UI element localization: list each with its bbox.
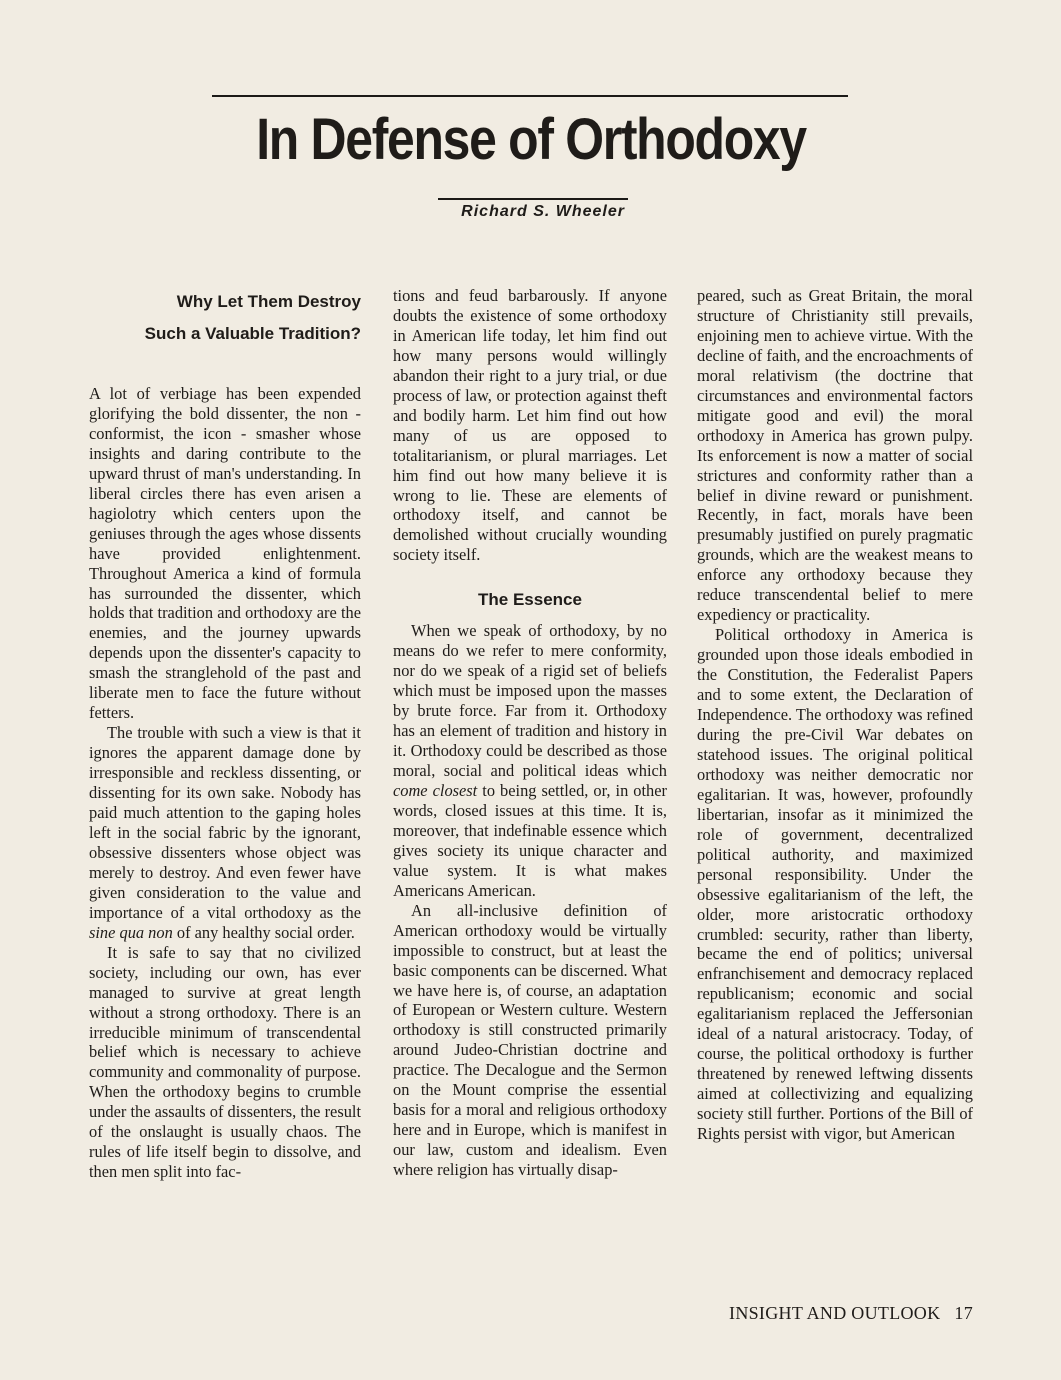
italic-phrase: sine qua non <box>89 922 173 942</box>
page-number: 17 <box>954 1303 973 1323</box>
page-footer <box>700 1303 973 1324</box>
paragraph-text: When we speak of orthodoxy, by no means do we refer to mere conformity, nor do we speak of a rigid set of beliefs which must be imposed upon the masses by brute force. Far from it. Orthodoxy has an element of tradition and history in it. Orthodoxy could be described as those moral, social and political ideas which <box>393 621 667 781</box>
paragraph-text: of any healthy social order. <box>176 922 355 942</box>
paragraph: peared, such as Great Britain, the moral structure of Christianity still prevails, enjoining men to achieve virtue. With the decline of faith, and the encroachments of moral relativism (the doctrine that circumstances and environmental factors mitigate good and evil) the moral orthodoxy in America has grown pulpy. Its enforcement is now a matter of social strictures and conformity rather than a belief in divine reward or punishment. Recently, in fact, morals have been presumably justified on purely pragmatic grounds, which are the weakest means to enforce any orthodoxy because they reduce transcendental belief to mere expediency or practicality. <box>697 286 973 625</box>
publication-name: INSIGHT AND OUTLOOK <box>729 1303 941 1323</box>
column-1-body <box>89 384 361 1182</box>
subhead-line-2: Such a Valuable Tradition? <box>144 324 361 343</box>
italic-phrase: come closest <box>393 780 478 800</box>
paragraph <box>89 723 361 942</box>
paragraph: An all-inclusive definition of American orthodoxy would be virtually impossible to construct, but at least the basic components can be discerned. What we have here is, of course, an adaptation of European or Western culture. Western orthodoxy is still constructed primarily around Judeo-Christian doctrine and practice. The Decalogue and the Sermon on the Mount comprise the essential basis for a moral and religious orthodoxy here and in Europe, which is manifest in our law, custom and idealism. Even where religion has virtually disap- <box>393 900 667 1180</box>
paragraph: Political orthodoxy in America is grounded upon those ideals embodied in the Constitution, the Federalist Papers and to some extent, the Declaration of Independence. The orthodoxy was refined during the pre-Civil War debates on statehood issues. The original political orthodoxy was neither democratic nor egalitarian. It was, however, profoundly libertarian, insofar as it minimized the role of government, decentralized political authority, and maximized personal responsibility. Under the obsessive egalitarianism of the left, the older, more aristocratic orthodoxy crumbled: security, rather than liberty, became the end of politics; universal enfranchisement and democracy replaced republicanism; economic and social egalitarianism replaced the Jeffersonian ideal of a natural aristocracy. Today, of course, the political orthodoxy is further threatened by renewed leftwing dissents aimed at collectivizing and equalizing society still further. Portions of the Bill of Rights persist with vigor, but American <box>697 625 973 1144</box>
paragraph-text: to being settled, or, in other words, closed issues at this time. It is, moreover, that indefinable essence which gives society its unique character and value system. It is what makes Americans American. <box>393 780 667 900</box>
article-author: Richard S. Wheeler <box>461 203 625 220</box>
column-3 <box>697 286 973 1144</box>
article-title: In Defense of Orthodoxy <box>256 107 806 172</box>
paragraph: tions and feud barbarously. If anyone doubts the existence of some orthodoxy in American life today, let him find out how many persons would willingly abandon their right to a jury trial, or due process of law, or protection against theft and bodily harm. Let him find out how many of us are opposed to totalitarianism, or plural marriages. Let him find out how many believe it is wrong to lie. These are elements of orthodoxy itself, and cannot be demolished without crucially wounding society itself. <box>393 286 667 565</box>
paragraph <box>393 621 667 900</box>
paragraph-text: The trouble with such a view is that it ignores the apparent damage done by irresponsible and reckless dissenting, or dissenting for its own sake. Nobody has paid much attention to the gaping holes left in the social fabric by the ignorant, obsessive dissenters whose object was merely to destroy. And even fewer have given consideration to the value and importance of a vital orthodoxy as the <box>89 723 361 922</box>
paragraph: A lot of verbiage has been expended glorifying the bold dissenter, the non - conformist, the icon - smasher whose insights and daring contribute to the upward thrust of man's understanding. In liberal circles there has even arisen a hagiolotry which centers upon the geniuses through the ages whose dissents have provided enlightenment. Throughout America a kind of formula has surrounded the dissenter, which holds that tradition and orthodoxy are the enemies, and the journey upwards depends upon the dissenter's capacity to smash the stranglehold of the past and liberate men to face the future without fetters. <box>89 384 361 723</box>
section-heading: The Essence <box>478 590 582 610</box>
column-1 <box>89 286 361 1182</box>
subhead-line-1: Why Let Them Destroy <box>176 292 361 311</box>
paragraph: It is safe to say that no civilized society, including our own, has ever managed to survive at great length without a strong orthodoxy. There is an irreducible minimum of transcendental belief which is necessary to achieve community and commonality of purpose. When the orthodoxy begins to crumble under the assaults of dissenters, the result of the onslaught is usually chaos. The rules of life itself begin to dissolve, and then men split into fac- <box>89 942 361 1182</box>
title-top-rule <box>212 95 848 97</box>
column-2 <box>393 286 667 1180</box>
